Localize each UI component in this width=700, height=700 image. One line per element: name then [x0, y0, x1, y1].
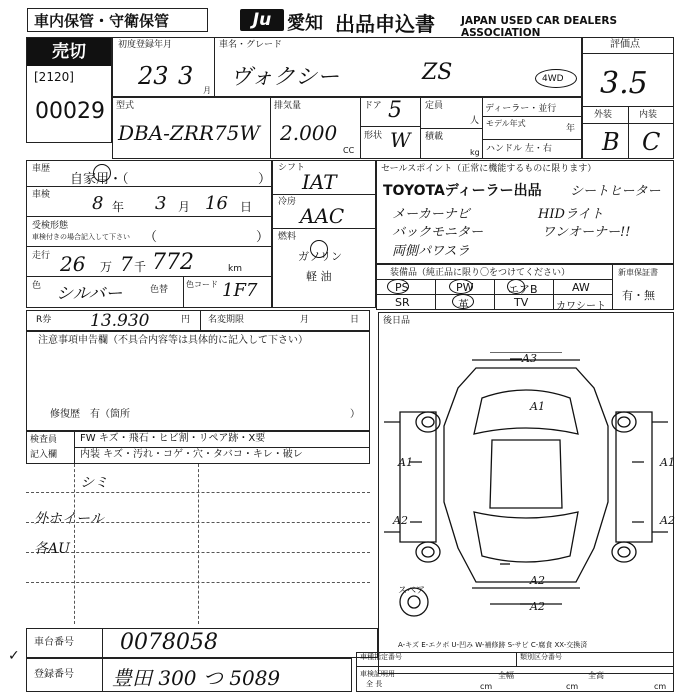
inspection-year: 8 — [92, 193, 104, 214]
cm-3: cm — [654, 682, 667, 691]
history-value: 自家用・（ — [70, 172, 129, 187]
spare-label: スペア — [398, 586, 426, 596]
load-label: 積載 — [425, 132, 444, 142]
sales-line-1: TOYOTAディーラー出品 — [383, 183, 542, 199]
year-unit: 年 — [566, 124, 576, 134]
shift-value: IAT — [302, 170, 337, 194]
caution-label: 注意事項申告欄（不具合内容等は具体的に記入して下さい） — [38, 335, 308, 346]
tax-row — [26, 310, 370, 331]
handle-label: ハンドル 左・右 — [486, 144, 552, 154]
tax-value: 13.930 — [90, 311, 150, 331]
inspection-month-unit: 月 — [178, 200, 191, 214]
displacement-label: 排気量 — [274, 101, 302, 111]
org-name: 愛知 — [287, 13, 323, 34]
mark-a1-roof: A1 — [530, 400, 545, 413]
cat-label: 車種指定番号 — [360, 653, 402, 661]
cm-1: cm — [480, 682, 493, 691]
doors-value: 5 — [388, 98, 402, 123]
color-value: シルバー — [56, 284, 123, 304]
sales-line-1b: シートヒーター — [570, 184, 661, 199]
fuel-gasoline: ガソリン — [298, 250, 342, 263]
equip-aw: AW — [572, 281, 590, 294]
tax-label: R券 — [36, 315, 52, 325]
new-car-values: 有・無 — [622, 289, 655, 302]
ju-logo: Ju — [240, 9, 284, 31]
mark-a3: A3 — [522, 352, 537, 365]
type-value: DBA-ZRR75W — [118, 121, 260, 145]
sen-unit: 千 — [134, 260, 147, 274]
inspector-note-3: 各AU — [34, 541, 70, 557]
chassis-value: 0078058 — [120, 630, 218, 655]
color-code-value: 1F7 — [222, 280, 258, 301]
width-label: 全幅 — [498, 671, 514, 680]
yen-unit: 円 — [181, 315, 191, 325]
cert-sub: 全 長 — [366, 680, 383, 688]
capacity-unit: 人 — [470, 116, 480, 126]
shift-label: シフト — [278, 163, 306, 173]
name-change-day: 日 — [350, 315, 360, 325]
height-label: 全高 — [588, 671, 604, 680]
inspection-label: 車検 — [32, 190, 51, 200]
sales-line-2: メーカーナビ — [392, 207, 470, 222]
name-change-label: 名変期限 — [208, 315, 245, 325]
fuel-diesel: 軽 油 — [306, 270, 332, 283]
mark-a2-rear: A2 — [530, 574, 545, 587]
first-reg-year: 23 — [138, 62, 169, 90]
mark-a1-right: A1 — [660, 456, 675, 469]
association-name: JAPAN USED CAR DEALERS ASSOCIATION — [461, 15, 618, 39]
dealer-label: ディーラー・並行 — [485, 104, 557, 114]
lot-code: [2120] — [34, 70, 74, 84]
inspection-month: 3 — [155, 193, 167, 214]
drive-label: 4WD — [542, 74, 564, 84]
mileage-sen: 7 — [120, 252, 133, 276]
type-label: 型式 — [116, 101, 135, 111]
km-unit: km — [228, 264, 242, 274]
inspector-row-2: 内装 キズ・汚れ・コゲ・穴・タバコ・キレ・破レ — [80, 449, 303, 460]
new-car-label: 新車保証書 — [618, 268, 658, 277]
leather-circle — [452, 294, 474, 309]
first-reg-month: 3 — [178, 62, 194, 90]
load-unit: kg — [470, 148, 480, 157]
month-unit: 月 — [203, 86, 211, 95]
equip-third-seat: カワシート — [556, 301, 606, 312]
plate-label: 登録番号 — [34, 669, 74, 680]
check-mark: ✓ — [8, 648, 20, 664]
shape-value: W — [390, 128, 411, 152]
mileage-man: 26 — [60, 252, 86, 276]
model-name: ヴォクシー — [230, 65, 340, 90]
repair-label: 修復歴 有（箇所 — [50, 409, 130, 420]
fuel-label: 燃料 — [278, 232, 297, 242]
name-change-month: 月 — [300, 315, 310, 325]
inspection-day-unit: 日 — [240, 200, 253, 214]
model-label: 車名・グレード — [219, 40, 283, 50]
receive-note: 車検付きの場合記入して下さい — [32, 233, 130, 241]
repair-close: ） — [350, 409, 360, 420]
sales-points-label: セールスポイント（正常に機能するものに限ります） — [381, 164, 597, 174]
displacement-value: 2.000 — [280, 121, 338, 145]
grade: ZS — [422, 60, 453, 85]
capacity-label: 定員 — [425, 101, 444, 111]
sales-line-2b: HIDライト — [538, 207, 604, 222]
score-label: 評価点 — [610, 39, 640, 50]
cert-block — [356, 652, 674, 692]
score-value: 3.5 — [600, 66, 648, 101]
interior-grade: C — [642, 128, 661, 156]
lot-number: 00029 — [35, 99, 105, 124]
inspection-year-unit: 年 — [112, 200, 125, 214]
equip-ps: PS — [395, 281, 409, 294]
inspection-day: 16 — [205, 193, 228, 214]
equip-airbag: エアB — [508, 283, 538, 296]
ac-value: AAC — [300, 204, 345, 228]
model-year-label: モデル年式 — [486, 119, 526, 128]
equip-tv: TV — [514, 296, 529, 309]
cm-2: cm — [566, 682, 579, 691]
mark-a2-right: A2 — [660, 514, 675, 527]
color-label: 色 — [32, 281, 42, 291]
history-label: 車歴 — [32, 164, 51, 174]
exterior-grade: B — [602, 128, 620, 156]
form-title: 出品申込書 — [335, 12, 435, 36]
pw-circle — [449, 279, 473, 294]
cert-label: 車検証明用 — [360, 670, 395, 678]
sales-line-3b: ワンオーナー!! — [542, 225, 631, 240]
equip-leather: 革 — [458, 298, 469, 311]
mark-a1-left: A1 — [398, 456, 413, 469]
airbag-circle — [507, 279, 525, 294]
sold-badge: 売切 — [27, 38, 111, 66]
color-change-label: 色替 — [150, 285, 169, 295]
class-label: 類別区分番号 — [520, 653, 562, 661]
cc-unit: CC — [343, 146, 355, 155]
equip-sr: SR — [395, 296, 410, 309]
ac-label: 冷房 — [278, 197, 297, 207]
sales-line-3: バックモニター — [392, 225, 484, 240]
receive-label: 受検形態 — [32, 221, 69, 231]
history-close: ） — [258, 172, 272, 187]
plate-value: 豊田 300 つ 5089 — [112, 666, 281, 690]
mileage-rest: 772 — [152, 250, 194, 275]
sales-line-4: 両側パワスラ — [392, 244, 470, 259]
inspector-label-2: 記入欄 — [30, 450, 58, 460]
receive-bracket-close: ） — [256, 230, 270, 245]
mark-a2-bumper: A2 — [530, 600, 545, 613]
inspector-note-1: シミ — [80, 475, 108, 491]
shape-label: 形状 — [364, 131, 383, 141]
color-code-label: 色コード — [186, 280, 218, 289]
after-market-label: 後日品 — [383, 316, 411, 326]
receive-bracket-open: （ — [144, 230, 158, 245]
doors-label: ドア — [364, 101, 382, 111]
storage-tag-text: 車内保管・守衛保管 — [34, 12, 170, 30]
car-damage-diagram — [380, 352, 672, 620]
inspector-row-1: FW キズ・飛石・ヒビ割・リペア跡・X要 — [80, 433, 266, 444]
history-circle — [93, 164, 111, 182]
interior-label: 内装 — [639, 110, 658, 120]
mileage-label: 走行 — [32, 251, 51, 261]
equipment-label: 装備品（純正品に限り〇をつけてください） — [390, 268, 571, 278]
damage-legend: A-キズ E-エクボ U-凹み W-補修跡 S-サビ C-腐食 XX-交換済 — [398, 641, 588, 649]
mark-a2-left: A2 — [393, 514, 408, 527]
inspector-note-2: 外ホイール — [34, 511, 104, 527]
ps-circle — [387, 279, 409, 294]
first-reg-label: 初度登録年月 — [118, 40, 173, 50]
man-unit: 万 — [100, 260, 113, 274]
chassis-label: 車台番号 — [34, 637, 74, 648]
exterior-label: 外装 — [594, 110, 613, 120]
inspector-label-1: 検査員 — [30, 435, 58, 445]
equip-pw: PW — [456, 281, 474, 294]
